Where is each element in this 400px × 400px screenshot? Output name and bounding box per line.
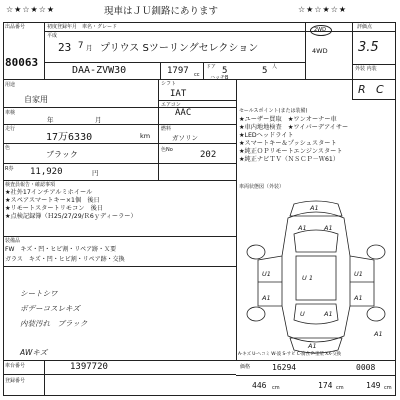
displacement: 1797 [167,66,189,76]
chassis-label: 車台番号 [5,363,26,369]
cc-unit: cc [194,72,200,78]
equip-row-1: FW キズ・凹・ヒビ割・リペア跡・Ｘ要 [5,246,117,253]
damage-mark: U [300,310,305,318]
mileage-value: 17万6330 [46,132,93,143]
ac-value: AAC [175,108,192,118]
stars-left: ☆★☆★☆★ [6,5,56,14]
damage-mark: A1 [374,330,383,338]
reg-year: 23 [58,41,72,54]
mileage-unit: km [140,132,151,140]
lot-label: 出品番号 [5,24,26,30]
damage-mark: A1 [310,204,319,212]
options-title: セールスポイント(または装備) [239,108,308,114]
color-label: 色 [5,145,11,151]
stars-right: ☆★☆★☆★ [298,5,348,14]
code-2: 0008 [356,363,376,372]
recycle-value: 11,920 [30,167,63,177]
body-type: ハッチB [210,75,229,81]
damage-mark: A1 [324,224,333,232]
fuel-label: 燃料 [161,126,172,132]
option-item: ★スマートキー＆プッシュスタート [239,140,337,147]
color-code: 202 [200,150,217,160]
code-1: 16294 [272,363,297,372]
month-unit: 月 [86,44,93,52]
options-list [239,116,396,164]
inspection-label: 車検 [5,110,16,116]
ext-grade: R [358,83,366,96]
fuel-value: ガソリン [172,134,198,142]
lot-number: 80063 [5,56,39,69]
reg-label: 登録番号 [5,378,26,384]
equip-label: 装備品 [5,238,21,244]
remark-3: 内装汚れ ブラック [20,319,88,328]
length-value: 446 [252,381,267,390]
sheet-title: 現車はＪＵ釧路にあります [104,6,219,17]
drive-4wd: 4WD [312,47,328,55]
damage-legend: A-キズ U-ヘコミ W-波 S-サビ C-腐食 P-塗装 XX-交換 [238,352,342,357]
damage-mark: U1 [354,270,363,278]
note-item: ★点検記録簿（Ｈ25/27/29/Ｒ6ｙディーラー） [5,213,137,220]
price-label: 価格 [240,364,251,370]
damage-mark: U1 [262,270,271,278]
seats-label: 人 [272,64,278,70]
seat-count: 5 [262,66,268,76]
color-code-label: 色No [161,147,173,153]
width-value: 174 [318,381,333,390]
height-value: 149 [366,381,381,390]
int-grade: C [376,83,384,96]
equip-row-2: ガラス キズ・凹・ヒビ割・リペア跡・交換 [5,256,125,263]
option-item: ★ユーザー買取 ★ワンオーナー車 [239,116,337,123]
reg-month: 7 [78,41,84,51]
model-code: DAA-ZVW30 [72,65,127,76]
inspection-month: 月 [95,116,102,124]
door-count: 5 [222,66,228,76]
note-item: ★スペアスマートキー×1個 後日 [5,197,100,204]
notes-list [5,189,235,221]
recycle-unit: 円 [92,169,99,177]
shift-label: シフト [161,81,177,87]
color-value: ブラック [46,150,78,159]
width-unit: cm [336,385,344,391]
damage-mark: A1 [354,294,363,302]
option-item: ★純正ＯＰリモートエンジンスタート [239,148,343,155]
option-item: ★LEDヘッドライト [239,132,294,139]
remark-4: AWキズ [20,348,48,357]
damage-mark: A1 [308,342,317,350]
era-label: 平成 [47,33,58,39]
car-name: プリウス Sツーリングセレクション [100,43,259,54]
ac-label: エアコン [161,102,181,108]
diagram-title: 車両状態図（外装） [239,184,285,190]
door-label: ドア [206,64,216,70]
recycle-label: R券 [5,166,14,172]
damage-mark: A1 [262,294,271,302]
height-unit: cm [384,385,392,391]
model-label: 初度登録年月 車名・グレード [47,24,118,30]
damage-mark: A1 [324,310,333,318]
notes-title: 検査員報告・確認事項 [5,182,56,188]
ext-int-label: 外装 内装 [355,66,377,72]
chassis-number: 1397720 [70,362,108,372]
option-item: ★純正ナビＴＶ（ＮＳＣＰ－Ｗ61） [239,156,340,163]
remark-2: ボデーコスレキズ [20,304,80,313]
mileage-label: 走行 [5,126,16,132]
usage-label: 用途 [5,82,16,88]
shift-value: IAT [170,89,187,99]
score-label: 評価点 [357,24,373,30]
usage-value: 自家用 [24,95,48,104]
note-item: ★社外17インチアルミホイール [5,189,93,196]
damage-mark: U 1 [302,274,313,282]
drive-2wd: 2WD [314,27,326,33]
note-item: ★リモートスタートリモコン 後日 [5,205,104,212]
damage-mark: A1 [298,224,307,232]
remark-1: シートシワ [20,289,58,298]
car-diagram [238,196,394,356]
inspection-year: 年 [47,116,54,124]
length-unit: cm [272,385,280,391]
option-item: ★車内地地検査 ★ワイパーデアイサー [239,124,349,131]
score-value: 3.5 [358,40,379,55]
